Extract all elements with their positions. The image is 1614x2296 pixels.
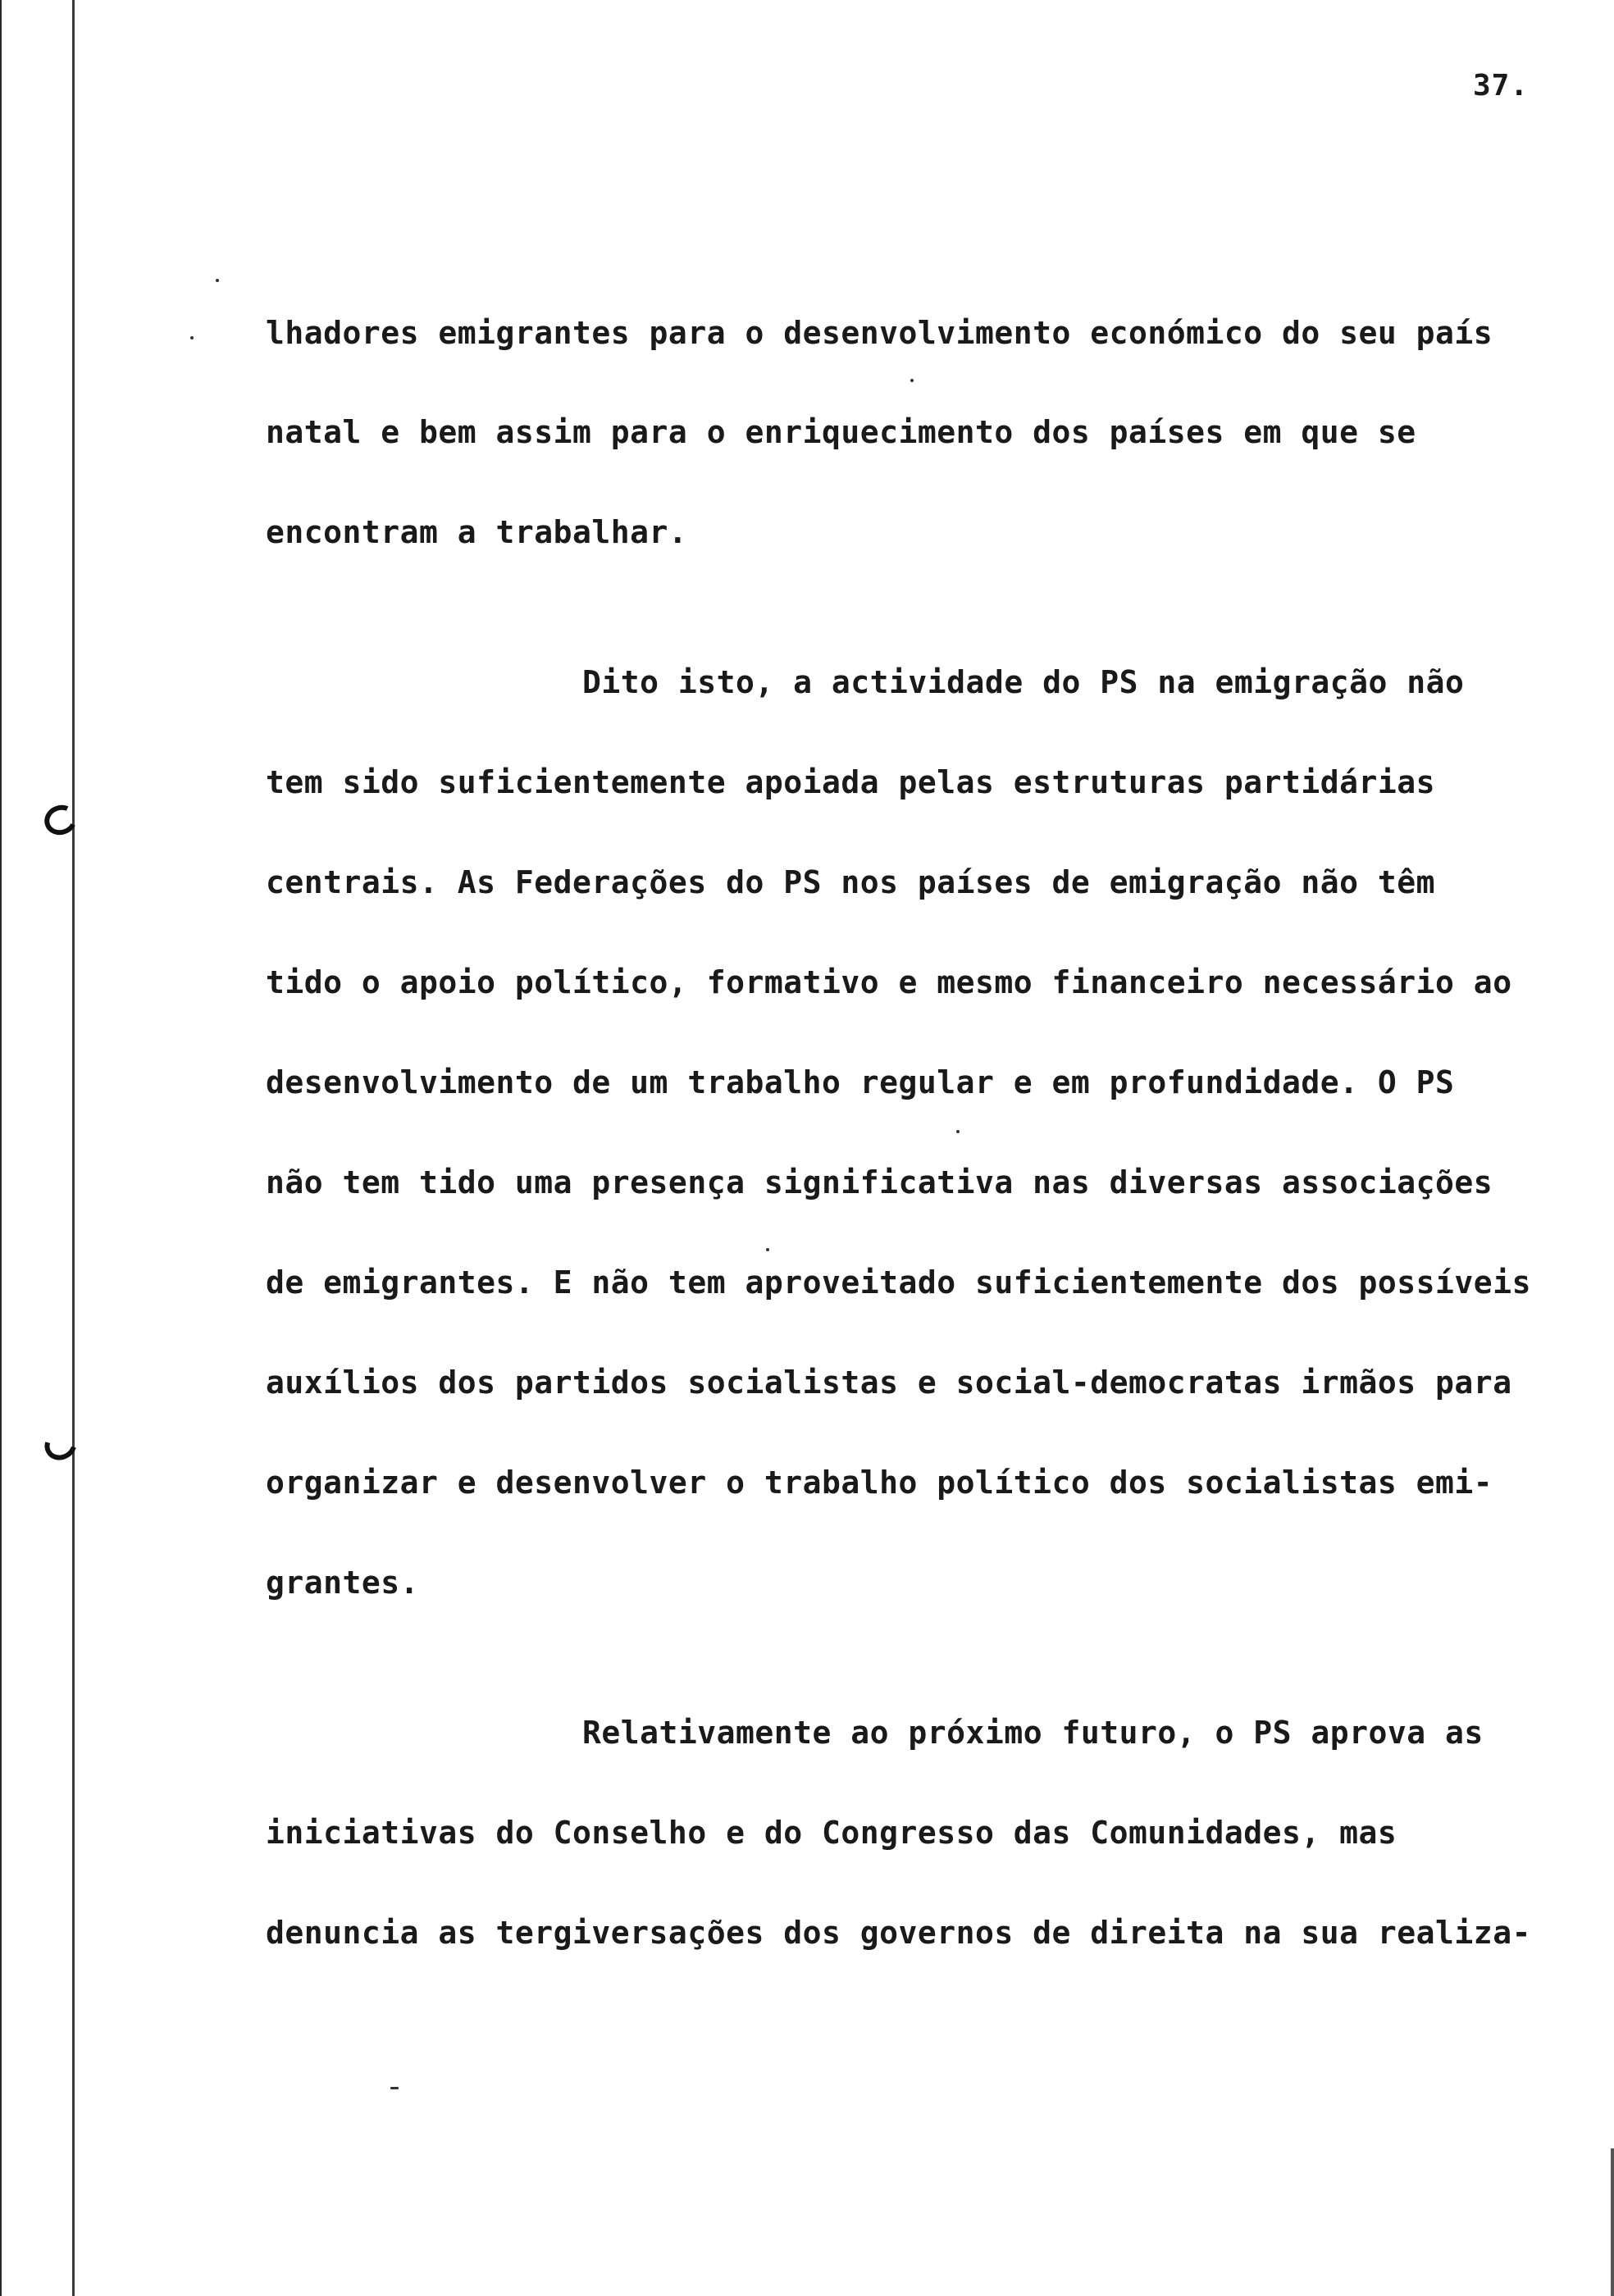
text-line-11: auxílios dos partidos socialistas e social-democratas irmãos para	[266, 1364, 1512, 1401]
page-left-edge	[0, 0, 2, 2296]
scan-speck	[910, 379, 914, 382]
text-line-9: não tem tido uma presença significativa nas diversas associações	[266, 1164, 1493, 1200]
punch-hole-bottom	[39, 1424, 83, 1465]
text-line-7: tido o apoio político, formativo e mesmo financeiro necessário ao	[266, 964, 1512, 1000]
text-line-16: denuncia as tergiversações dos governos de direita na sua realiza-	[266, 1915, 1531, 1951]
text-line-8: desenvolvimento de um trabalho regular e em profundidade. O PS	[266, 1064, 1455, 1100]
text-line-1: lhadores emigrantes para o desenvolvimento económico do seu país	[266, 315, 1493, 351]
paragraph-2-first-line: Dito isto, a actividade do PS na emigração não	[582, 664, 1465, 700]
scan-speck	[766, 1248, 769, 1251]
text-line-2: natal e bem assim para o enriquecimento dos países em que se	[266, 414, 1416, 450]
binding-margin-line	[72, 0, 75, 2296]
scan-speck	[216, 279, 219, 282]
text-line-12: organizar e desenvolver o trabalho político dos socialistas emi-	[266, 1465, 1493, 1501]
text-line-3: encontram a trabalhar.	[266, 514, 688, 550]
paragraph-3-first-line: Relativamente ao próximo futuro, o PS aprova as	[582, 1715, 1484, 1751]
scan-speck	[190, 336, 194, 339]
page-number: 37.	[1473, 69, 1530, 102]
scan-speck	[956, 1130, 960, 1133]
text-line-6: centrais. As Federações do PS nos países de emigração não têm	[266, 864, 1436, 900]
text-line-13: grantes.	[266, 1565, 420, 1601]
page-right-edge	[1611, 2148, 1614, 2296]
scan-speck	[390, 2087, 399, 2089]
text-line-15: iniciativas do Conselho e do Congresso das Comunidades, mas	[266, 1815, 1397, 1851]
text-line-10: de emigrantes. E não tem aproveitado suficientemente dos possíveis	[266, 1264, 1531, 1301]
text-line-5: tem sido suficientemente apoiada pelas estruturas partidárias	[266, 764, 1436, 800]
punch-hole-top	[40, 800, 81, 840]
